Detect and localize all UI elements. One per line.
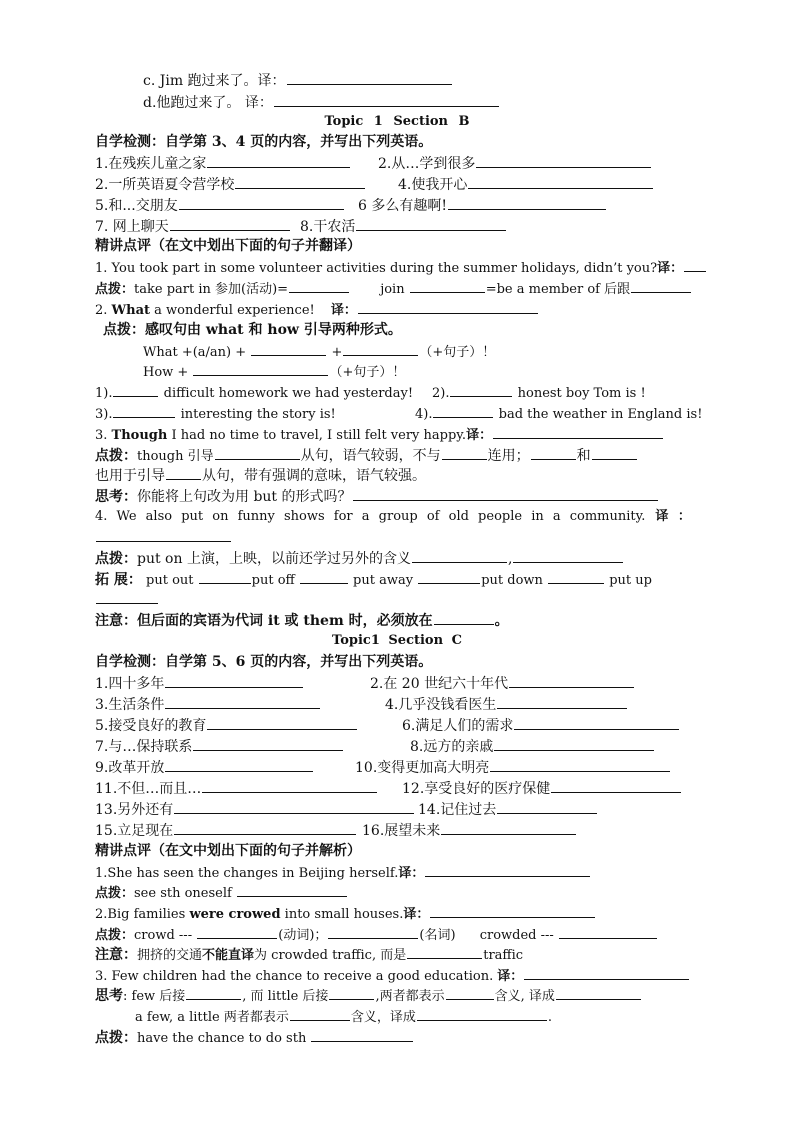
vocab-item: 6 多么有趣啊! bbox=[358, 198, 447, 214]
vocab-item: 1.在残疾儿童之家 bbox=[95, 156, 207, 172]
exclaim-4 bbox=[415, 403, 702, 425]
section-b-jingjiang: 精讲点评（在文中划出下面的句子并翻译） bbox=[95, 238, 361, 254]
tip-text: have the chance to do sth bbox=[137, 1031, 307, 1046]
answer-blank[interactable] bbox=[300, 569, 348, 584]
zhuyi-text: 拥挤的交通 bbox=[137, 948, 203, 963]
tip-text: 连用； bbox=[487, 448, 530, 464]
sentence-2-bold: What bbox=[111, 303, 151, 318]
answer-blank[interactable] bbox=[215, 445, 300, 460]
exercise-text: honest boy Tom is ! bbox=[517, 386, 646, 401]
answer-blank[interactable] bbox=[287, 70, 452, 85]
answer-blank[interactable] bbox=[353, 486, 658, 501]
zhuyi-label: 注意： bbox=[95, 947, 137, 963]
answer-blank[interactable] bbox=[497, 694, 627, 709]
sikao-line bbox=[95, 486, 659, 507]
answer-blank[interactable] bbox=[207, 153, 350, 168]
vocab-item: 4.几乎没钱看医生 bbox=[385, 697, 497, 713]
translate-label: 译： bbox=[330, 303, 357, 318]
vocab-row bbox=[370, 673, 635, 694]
vocab-item: 4.使我开心 bbox=[398, 177, 468, 193]
vocab-row bbox=[378, 153, 652, 174]
vocab-row bbox=[398, 174, 654, 195]
sentence-3-text: I had no time to travel, I still felt very happy. bbox=[167, 428, 467, 443]
vocab-item: 5.接受良好的教育 bbox=[95, 718, 207, 734]
sentence-num: 3. bbox=[95, 428, 112, 443]
exercise-text: bad the weather in England is! bbox=[498, 407, 703, 422]
c-sikao-line bbox=[95, 985, 642, 1007]
tip-text: 从句，带有强调的意味，语气较强。 bbox=[202, 468, 426, 484]
exercise-text: interesting the story is! bbox=[180, 407, 336, 422]
tip-text: see sth oneself bbox=[134, 886, 232, 901]
punctuation: 。 bbox=[494, 613, 509, 629]
answer-blank[interactable] bbox=[113, 403, 175, 418]
tip-label: 点拨： bbox=[95, 551, 137, 567]
vocab-row bbox=[95, 216, 291, 237]
answer-blank[interactable] bbox=[468, 174, 653, 189]
tip-text: (动词)； bbox=[278, 928, 328, 943]
c-sentence-3-tip bbox=[95, 1027, 414, 1049]
answer-blank[interactable] bbox=[524, 965, 689, 980]
vocab-row bbox=[95, 757, 314, 778]
exercise-text: difficult homework we had yesterday! bbox=[163, 386, 414, 401]
tip-text: 也用于引导 bbox=[95, 468, 165, 484]
answer-blank[interactable] bbox=[407, 944, 482, 959]
vocab-row bbox=[358, 195, 607, 216]
answer-blank[interactable] bbox=[417, 1006, 547, 1021]
answer-blank[interactable] bbox=[442, 445, 487, 460]
answer-blank[interactable] bbox=[494, 736, 654, 751]
sentence-1-text: 1. You took part in some volunteer activities during the summer holidays, didn’t you? bbox=[95, 261, 658, 276]
c-sentence-1-text: 1.She has seen the changes in Beijing herself. bbox=[95, 866, 399, 881]
form-text: How + bbox=[143, 365, 189, 380]
answer-blank[interactable] bbox=[476, 153, 651, 168]
vocab-item: 1.四十多年 bbox=[95, 676, 165, 692]
answer-blank[interactable] bbox=[251, 341, 326, 356]
answer-blank[interactable] bbox=[513, 548, 623, 563]
tip-text: 从句，语气较弱，不与 bbox=[300, 448, 441, 464]
vocab-row bbox=[385, 694, 628, 715]
answer-blank[interactable] bbox=[113, 382, 158, 397]
zhuyi-text: traffic bbox=[483, 948, 524, 963]
answer-blank[interactable] bbox=[358, 299, 538, 314]
answer-blank[interactable] bbox=[592, 445, 637, 460]
vocab-item: 12.享受良好的医疗保健 bbox=[402, 781, 551, 797]
c-afew-line bbox=[135, 1006, 552, 1028]
vocab-row bbox=[95, 736, 344, 757]
vocab-row bbox=[95, 820, 357, 841]
answer-blank[interactable] bbox=[684, 257, 706, 272]
section-c-jingjiang: 精讲点评（在文中划出下面的句子并解析） bbox=[95, 843, 361, 859]
answer-blank[interactable] bbox=[548, 569, 604, 584]
zhuyi-text: 为 crowded traffic, 而是 bbox=[254, 948, 407, 963]
vocab-row bbox=[402, 778, 682, 799]
sentence-3-bold: Though bbox=[111, 428, 168, 443]
answer-blank[interactable] bbox=[166, 465, 201, 480]
c-sentence-2-text: into small houses. bbox=[280, 907, 404, 922]
vocab-item: 7.与…保持联系 bbox=[95, 739, 193, 755]
tip-label: 点拨： bbox=[95, 928, 135, 943]
answer-blank[interactable] bbox=[165, 694, 320, 709]
c-sentence-2 bbox=[95, 903, 596, 925]
zhuyi-bold: 不能直译 bbox=[202, 948, 255, 963]
answer-blank[interactable] bbox=[448, 195, 606, 210]
zhuyi-line bbox=[95, 610, 509, 631]
vocab-row bbox=[95, 799, 415, 820]
vocab-row bbox=[95, 694, 321, 715]
section-b-self-check: 自学检测：自学第 3、4 页的内容，并写出下列英语。 bbox=[95, 134, 433, 150]
vocab-row bbox=[95, 778, 378, 799]
vocab-row bbox=[418, 799, 598, 820]
phrase: put up bbox=[609, 573, 652, 588]
answer-blank[interactable] bbox=[551, 778, 681, 793]
what-form bbox=[143, 341, 495, 363]
c-sentence-2-tip bbox=[95, 924, 658, 946]
answer-blank[interactable] bbox=[290, 1006, 350, 1021]
tip-label: 点拨： bbox=[95, 886, 135, 901]
vocab-item: 6.满足人们的需求 bbox=[402, 718, 514, 734]
exclaim-1 bbox=[95, 382, 413, 404]
zhuyi-text: 注意：但后面的宾语为代词 it 或 them 时，必须放在 bbox=[95, 613, 433, 629]
answer-blank[interactable] bbox=[329, 985, 374, 1000]
sentence-2-text: a wonderful experience! bbox=[150, 303, 315, 318]
answer-blank[interactable] bbox=[410, 278, 485, 293]
sikao-text: : few 后接 bbox=[123, 989, 186, 1004]
answer-blank[interactable] bbox=[441, 820, 576, 835]
answer-blank[interactable] bbox=[96, 589, 158, 604]
exercise-num: 4). bbox=[415, 407, 433, 422]
tip-label: 点拨： bbox=[95, 1030, 137, 1046]
answer-blank[interactable] bbox=[430, 903, 595, 918]
answer-blank[interactable] bbox=[174, 799, 414, 814]
vocab-item: 8.远方的亲戚 bbox=[410, 739, 494, 755]
vocab-item: 9.改革开放 bbox=[95, 760, 165, 776]
answer-blank[interactable] bbox=[193, 361, 328, 376]
tip-text: though 引导 bbox=[137, 449, 214, 464]
form-text: （+句子）！ bbox=[419, 345, 496, 360]
sikao-text: 你能将上句改为用 but 的形式吗？ bbox=[137, 489, 352, 505]
section-c-self-check: 自学检测：自学第 5、6 页的内容，并写出下列英语。 bbox=[95, 654, 433, 670]
answer-blank[interactable] bbox=[559, 924, 657, 939]
answer-blank[interactable] bbox=[197, 924, 277, 939]
vocab-item: 7. 网上聊天 bbox=[95, 219, 169, 235]
section-c-title: Topic1 Section C bbox=[332, 633, 462, 648]
vocab-item: 2.在 20 世纪六十年代 bbox=[370, 676, 509, 692]
answer-blank[interactable] bbox=[490, 757, 670, 772]
answer-blank[interactable] bbox=[96, 527, 231, 542]
phrase: put off bbox=[251, 573, 295, 588]
sikao-label: 思考： bbox=[95, 489, 137, 505]
form-text: （+句子）！ bbox=[329, 365, 406, 380]
vocab-item: 10.变得更加高大明亮 bbox=[355, 760, 490, 776]
sentence-2-tip: 点拨：感叹句由 what 和 how 引导两种形式。 bbox=[103, 322, 402, 338]
sentence-1 bbox=[95, 257, 707, 279]
phrase: put away bbox=[353, 573, 414, 588]
answer-blank[interactable] bbox=[497, 799, 597, 814]
section-b-title: Topic 1 Section B bbox=[324, 114, 470, 129]
sikao-label: 思考 bbox=[95, 988, 123, 1004]
phrase: put down bbox=[481, 573, 543, 588]
sikao-text: ,两者都表示 bbox=[375, 989, 445, 1004]
intro-d-line bbox=[143, 92, 500, 113]
answer-blank[interactable] bbox=[165, 757, 313, 772]
vocab-item: 16.展望未来 bbox=[362, 823, 441, 839]
tip-text: crowded --- bbox=[479, 928, 554, 943]
answer-blank[interactable] bbox=[631, 278, 691, 293]
intro-c-line bbox=[143, 70, 453, 91]
punctuation: , bbox=[507, 551, 513, 567]
form-text: What +(a/an) + bbox=[143, 345, 247, 360]
answer-blank[interactable] bbox=[418, 569, 480, 584]
answer-blank[interactable] bbox=[514, 715, 679, 730]
translate-label: 译： bbox=[398, 866, 425, 881]
form-text: + bbox=[331, 345, 343, 360]
vocab-item: 2.一所英语夏令营学校 bbox=[95, 177, 235, 193]
answer-blank[interactable] bbox=[450, 382, 512, 397]
tuozhan-blank-line bbox=[95, 589, 159, 610]
vocab-item: 14.记住过去 bbox=[418, 802, 497, 818]
tip-text: take part in 参加(活动)= bbox=[134, 282, 289, 297]
afew-text: a few, a little 两者都表示 bbox=[135, 1010, 289, 1025]
answer-blank[interactable] bbox=[207, 715, 357, 730]
vocab-row bbox=[355, 757, 671, 778]
tip-text: crowd --- bbox=[134, 928, 193, 943]
translate-label: 译： bbox=[657, 261, 684, 276]
exclaim-3 bbox=[95, 403, 336, 425]
tuozhan-line bbox=[95, 569, 652, 591]
sentence-2: 2. What a wonderful experience! 译： bbox=[95, 299, 539, 321]
answer-blank[interactable] bbox=[199, 569, 251, 584]
vocab-row bbox=[95, 715, 358, 736]
c-sentence-1-tip bbox=[95, 882, 348, 904]
tip-label: 点拨： bbox=[95, 282, 135, 297]
intro-c-text: c. Jim 跑过来了。译： bbox=[143, 73, 286, 89]
vocab-item: 15.立足现在 bbox=[95, 823, 174, 839]
sentence-4-blank-line bbox=[95, 527, 232, 548]
vocab-item: 13.另外还有 bbox=[95, 802, 174, 818]
translate-label: 译： bbox=[403, 907, 430, 922]
vocab-item: 5.和...交朋友 bbox=[95, 198, 178, 214]
answer-blank[interactable] bbox=[237, 882, 347, 897]
sentence-4-tip bbox=[95, 548, 624, 569]
answer-blank[interactable] bbox=[433, 403, 493, 418]
sentence-4 bbox=[95, 507, 691, 527]
afew-text: 含义，译成 bbox=[350, 1010, 416, 1025]
vocab-item: 2.从…学到很多 bbox=[378, 156, 476, 172]
answer-blank[interactable] bbox=[170, 216, 290, 231]
intro-d-text: d.他跑过来了。 译： bbox=[143, 95, 273, 111]
tip-text: 和 bbox=[576, 448, 591, 464]
c-sentence-2-text: 2.Big families bbox=[95, 907, 190, 922]
answer-blank[interactable] bbox=[556, 985, 641, 1000]
answer-blank[interactable] bbox=[446, 985, 494, 1000]
vocab-row bbox=[402, 715, 680, 736]
sikao-text: 含义, 译成 bbox=[494, 989, 555, 1004]
c-sentence-1 bbox=[95, 862, 591, 884]
translate-label: 译： bbox=[466, 428, 493, 443]
answer-blank[interactable] bbox=[193, 736, 343, 751]
answer-blank[interactable] bbox=[179, 195, 344, 210]
answer-blank[interactable] bbox=[425, 862, 590, 877]
answer-blank[interactable] bbox=[356, 216, 506, 231]
vocab-row bbox=[95, 174, 366, 195]
answer-blank[interactable] bbox=[509, 673, 634, 688]
vocab-row bbox=[95, 195, 345, 216]
vocab-row bbox=[95, 153, 351, 174]
vocab-row bbox=[410, 736, 655, 757]
tip-text: put on 上演，上映，以前还学过另外的含义 bbox=[137, 551, 411, 567]
answer-blank[interactable] bbox=[235, 174, 365, 189]
c-sentence-3 bbox=[95, 965, 690, 987]
tuozhan-label: 拓 展： bbox=[95, 572, 142, 588]
answer-blank[interactable] bbox=[531, 445, 576, 460]
vocab-item: 11.不但…而且… bbox=[95, 781, 202, 797]
sentence-3-tip-2 bbox=[95, 465, 426, 486]
sentence-3-tip bbox=[95, 445, 638, 467]
c-zhuyi-line bbox=[95, 944, 523, 966]
vocab-row bbox=[95, 673, 304, 694]
tip-text: (名词) bbox=[419, 928, 456, 943]
vocab-item: 8.干农活 bbox=[300, 219, 356, 235]
how-form bbox=[143, 361, 405, 383]
answer-blank[interactable] bbox=[328, 924, 418, 939]
answer-blank[interactable] bbox=[165, 673, 303, 688]
answer-blank[interactable] bbox=[274, 92, 499, 107]
answer-blank[interactable] bbox=[311, 1027, 413, 1042]
sikao-text: , 而 little 后接 bbox=[242, 989, 329, 1004]
tip-text: join bbox=[380, 282, 405, 297]
answer-blank[interactable] bbox=[202, 778, 377, 793]
translate-label: 译 ： bbox=[655, 509, 691, 524]
exercise-num: 3). bbox=[95, 407, 113, 422]
vocab-row bbox=[362, 820, 577, 841]
c-sentence-2-bold: were crowed bbox=[189, 907, 281, 922]
c-sentence-3-text: 3. Few children had the chance to receive a good education. bbox=[95, 969, 494, 984]
answer-blank[interactable] bbox=[493, 424, 663, 439]
answer-blank[interactable] bbox=[174, 820, 356, 835]
tip-text: =be a member of 后跟 bbox=[485, 282, 631, 297]
tip-label: 点拨： bbox=[95, 448, 137, 464]
sentence-3 bbox=[95, 424, 664, 446]
translate-label: 译： bbox=[497, 969, 524, 984]
answer-blank[interactable] bbox=[412, 548, 507, 563]
phrase: put out bbox=[146, 573, 194, 588]
exercise-num: 1). bbox=[95, 386, 113, 401]
sentence-4-text: 4. We also put on funny shows for a group of old people in a community. bbox=[95, 509, 646, 524]
answer-blank[interactable] bbox=[343, 341, 418, 356]
answer-blank[interactable] bbox=[289, 278, 349, 293]
punctuation: . bbox=[547, 1010, 553, 1025]
vocab-item: 3.生活条件 bbox=[95, 697, 165, 713]
exclaim-2 bbox=[432, 382, 646, 404]
sentence-1-tip bbox=[95, 278, 692, 300]
answer-blank[interactable] bbox=[186, 985, 241, 1000]
exercise-num: 2). bbox=[432, 386, 450, 401]
vocab-row bbox=[300, 216, 507, 237]
answer-blank[interactable] bbox=[434, 610, 494, 625]
